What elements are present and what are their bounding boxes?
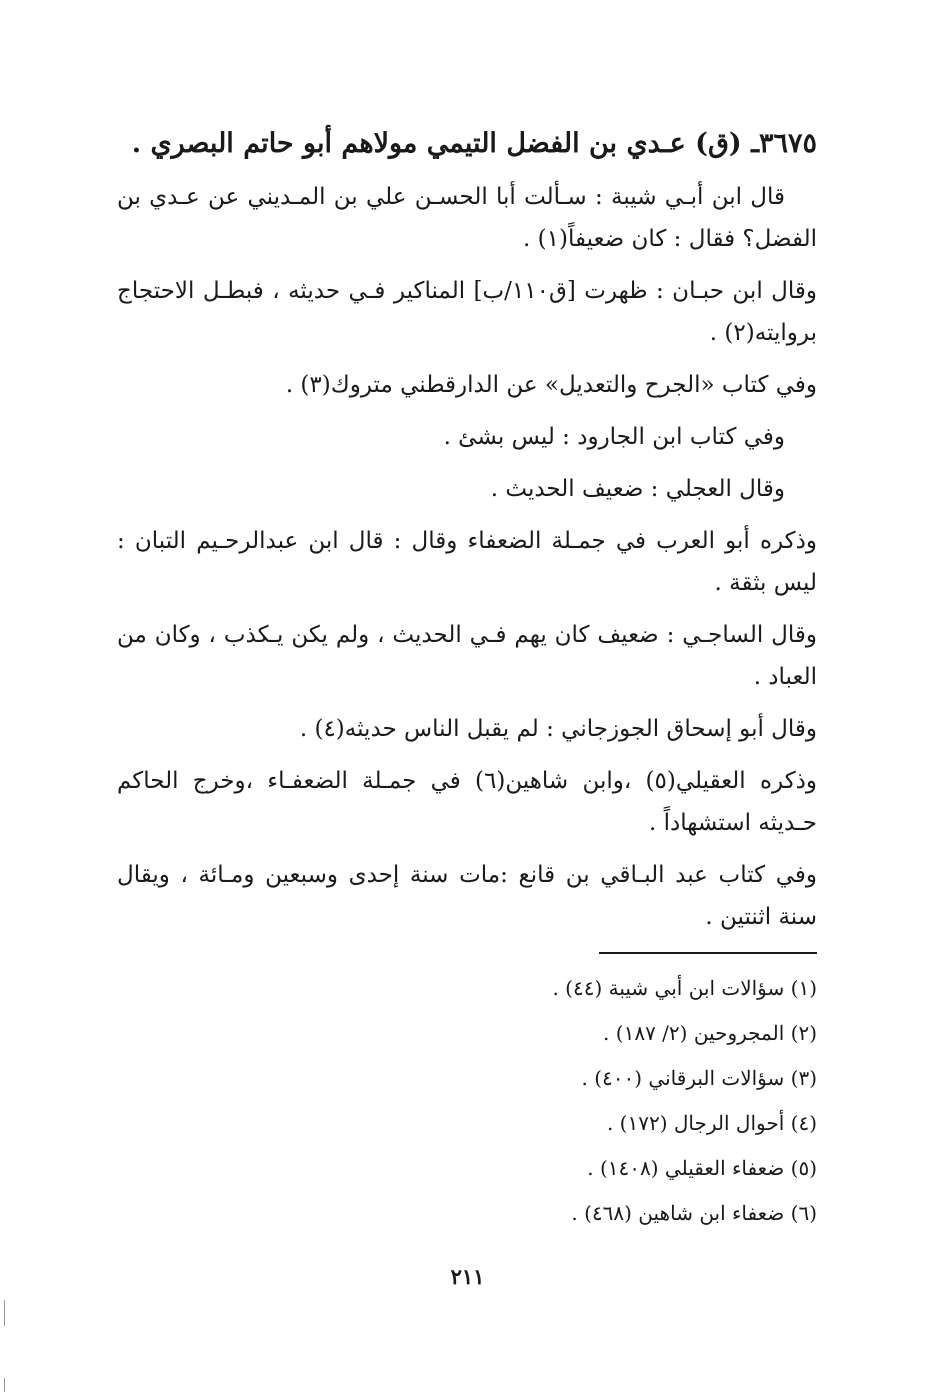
scan-margin-mark <box>4 1378 5 1392</box>
footnote-4: (٤) أحوال الرجال (١٧٢) . <box>606 1111 817 1135</box>
paragraph-ibn-abi-shaybah: قال ابن أبـي شيبة : سـألت أبا الحسـن علي بن المـديني عن عـدي بن الفضل؟ فقال : كان ضعيفاً(١) . <box>117 184 817 252</box>
footnote-2: (٢) المجروحين (٢/ ١٨٧) . <box>603 1021 817 1045</box>
footnote-divider <box>599 952 817 954</box>
entry-heading: ٣٦٧٥ـ (ق) عـدي بن الفضل التيمي مولاهم أبو حاتم البصري . <box>131 128 817 159</box>
paragraph-juzjani: وقال أبو إسحاق الجوزجاني : لم يقبل الناس حديثه(٤) . <box>299 716 817 742</box>
paragraph-ijli: وقال العجلي : ضعيف الحديث . <box>490 476 785 502</box>
paragraph-jarh-tadil: وفي كتاب «الجرح والتعديل» عن الدارقطني متروك(٣) . <box>285 372 817 398</box>
footnote-1: (١) سؤالات ابن أبي شيبة (٤٤) . <box>552 976 817 1000</box>
paragraph-uqayli-shahin: وذكره العقيلي(٥) ،وابن شاهين(٦) في جمـلة الضعفـاء ،وخرج الحاكم حـديثه استشهاداً . <box>117 768 817 836</box>
page-number: ٢١١ <box>450 1264 485 1289</box>
footnote-5: (٥) ضعفاء العقيلي (١٤٠٨) . <box>587 1156 817 1180</box>
paragraph-saji: وقال الساجـي : ضعيف كان يهم فـي الحديث ، ولم يكن يـكذب ، وكان من العباد . <box>117 622 817 690</box>
paragraph-ibn-qani: وفي كتاب عبد البـاقي بن قانع :مات سنة إحدى وسبعين ومـائة ، ويقال سنة اثنتين . <box>117 862 817 930</box>
footnote-3: (٣) سؤالات البرقاني (٤٠٠) . <box>581 1066 817 1090</box>
paragraph-abu-al-arab: وذكره أبو العرب في جمـلة الضعفاء وقال : قال ابن عبدالرحـيم التبان : ليس بثقة . <box>117 528 817 596</box>
paragraph-ibn-jarud: وفي كتاب ابن الجارود : ليس بشئ . <box>443 424 785 450</box>
paragraph-ibn-hibban: وقال ابن حبـان : ظهرت [ق١١٠/ب] المناكير فـي حديثه ، فبطـل الاحتجاج بروايته(٢) . <box>117 278 817 346</box>
scan-margin-mark <box>4 1300 5 1326</box>
footnote-6: (٦) ضعفاء ابن شاهين (٤٦٨) . <box>571 1201 817 1225</box>
entry-body <box>117 176 817 948</box>
footnotes <box>117 966 817 1236</box>
